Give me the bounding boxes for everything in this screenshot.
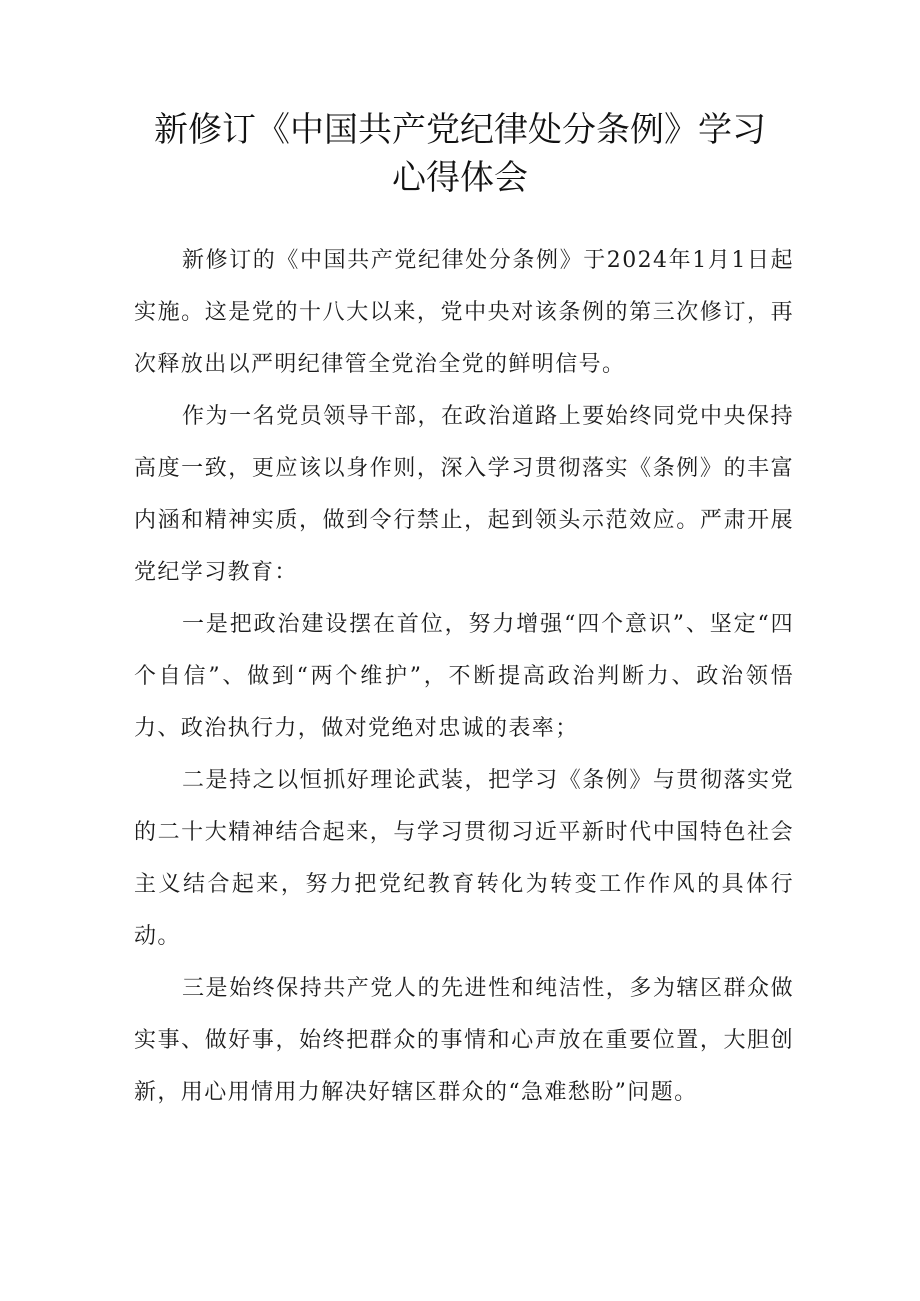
paragraph-2: 作为一名党员领导干部，在政治道路上要始终同党中央保持高度一致，更应该以身作则，深入学习贯彻落实《条例》的丰富内涵和精神实质，做到令行禁止，起到领头示范效应。严肃开展党纪学习教育：	[134, 404, 794, 585]
document-body	[134, 235, 794, 1119]
document-title-line-1: 新修订《中国共产党纪律处分条例》学习	[154, 110, 766, 150]
paragraph-1: 新修订的《中国共产党纪律处分条例》于2024年1月1日起实施。这是党的十八大以来，党中央对该条例的第三次修订，再次释放出以严明纪律管全党治全党的鲜明信号。	[134, 248, 794, 377]
paragraph-5: 三是始终保持共产党人的先进性和纯洁性，多为辖区群众做实事、做好事，始终把群众的事情和心声放在重要位置，大胆创新，用心用情用力解决好辖区群众的“急难愁盼”问题。	[134, 976, 794, 1105]
paragraph-4: 二是持之以恒抓好理论武装，把学习《条例》与贯彻落实党的二十大精神结合起来，与学习贯彻习近平新时代中国特色社会主义结合起来，努力把党纪教育转化为转变工作作风的具体行动。	[134, 768, 794, 949]
paragraph-3: 一是把政治建设摆在首位，努力增强“四个意识”、坚定“四个自信”、做到“两个维护”，不断提高政治判断力、政治领悟力、政治执行力，做对党绝对忠诚的表率；	[134, 612, 794, 741]
document-title-line-2: 心得体会	[392, 158, 528, 198]
